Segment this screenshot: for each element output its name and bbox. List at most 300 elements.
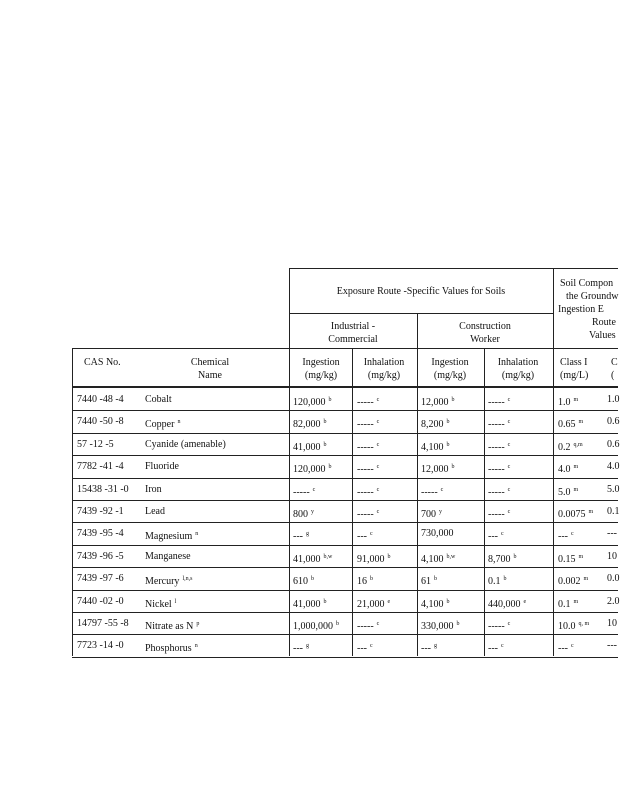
rule-ind-mid bbox=[352, 348, 353, 656]
con-ingestion-cell bbox=[421, 618, 460, 633]
chemical-name-cell-value: Fluoride bbox=[145, 461, 179, 473]
class-ii-cell bbox=[607, 484, 620, 496]
con-inhalation-cell-value: ----- bbox=[488, 397, 505, 408]
cas-cell bbox=[77, 506, 124, 518]
con-ingestion-cell bbox=[421, 394, 455, 409]
footnote-marker: c bbox=[507, 486, 511, 493]
ind-inhalation-line2: (mg/kg) bbox=[367, 370, 401, 381]
chemical-name-cell-value: Copper bbox=[145, 419, 175, 431]
class-i-cell-value: 1.0 bbox=[558, 397, 571, 408]
class-i-line2: (mg/L) bbox=[560, 370, 589, 381]
chemical-name-cell bbox=[145, 573, 192, 588]
class-i-cell bbox=[558, 618, 589, 633]
ind-inhalation-cell-value: --- bbox=[357, 643, 367, 655]
con-inhalation-cell-value: 0.1 bbox=[488, 576, 501, 588]
con-inhalation-cell bbox=[488, 618, 510, 633]
class-i-cell bbox=[558, 416, 583, 431]
con-ingestion-cell-value: 700 bbox=[421, 509, 436, 520]
con-inhalation-line2: (mg/kg) bbox=[501, 370, 535, 381]
cas-cell bbox=[77, 484, 129, 496]
ind-inhalation-cell-value: ----- bbox=[357, 621, 374, 632]
construction-worker-header bbox=[418, 320, 552, 346]
con-ingestion-cell bbox=[421, 506, 442, 521]
class-ii-cell bbox=[607, 573, 620, 585]
row-rule bbox=[72, 410, 618, 411]
ind-inhalation-cell-value: ----- bbox=[357, 397, 374, 408]
class-i-cell bbox=[558, 528, 574, 543]
soil-header-line1: Soil Compon bbox=[560, 278, 614, 289]
footnote-marker: y bbox=[439, 509, 442, 515]
cas-cell-value: 7723 -14 -0 bbox=[77, 640, 124, 652]
ind-inhalation-cell bbox=[357, 528, 373, 543]
soil-header-line3: Ingestion E bbox=[558, 304, 604, 315]
con-ingestion-cell bbox=[421, 551, 455, 566]
ind-ingestion-cell-value: --- bbox=[293, 643, 303, 655]
rule-header-top bbox=[72, 348, 618, 349]
footnote-marker: y bbox=[311, 509, 314, 515]
ind-ingestion-cell-value: 41,000 bbox=[293, 598, 321, 610]
footnote-marker: b bbox=[434, 576, 437, 583]
footnote-marker: c bbox=[376, 464, 380, 471]
footnote-marker: b bbox=[336, 621, 339, 627]
footnote-marker: c bbox=[571, 643, 574, 650]
ind-ingestion-cell bbox=[293, 394, 332, 409]
con-ingestion-cell-value: 730,000 bbox=[421, 528, 454, 540]
ind-ingestion-cell bbox=[293, 528, 309, 543]
cas-cell bbox=[77, 618, 129, 630]
footnote-marker: b bbox=[311, 576, 314, 583]
footnote-marker: c bbox=[376, 509, 380, 515]
footnote-marker: b bbox=[446, 441, 450, 448]
con-inhalation-cell bbox=[488, 640, 504, 655]
con-ingestion-cell bbox=[421, 573, 437, 588]
ind-inhalation-cell-value: 21,000 bbox=[357, 598, 385, 610]
footnote-marker: b bbox=[513, 553, 517, 560]
con-inhalation-cell bbox=[488, 461, 510, 476]
footnote-marker: b bbox=[323, 419, 327, 426]
con-ingestion-cell bbox=[421, 640, 437, 655]
industrial-inhalation-header bbox=[352, 356, 416, 382]
footnote-marker: c bbox=[571, 531, 574, 538]
row-rule bbox=[72, 567, 618, 568]
chemical-name-cell bbox=[145, 528, 198, 543]
ind-inhalation-cell-value: 91,000 bbox=[357, 553, 385, 565]
ind-ingestion-cell-value: 41,000 bbox=[293, 553, 321, 565]
con-inhalation-cell bbox=[488, 439, 510, 454]
class-ii-cell-value: 0.0 bbox=[607, 573, 620, 585]
footnote-marker: b bbox=[328, 464, 332, 471]
con-ingestion-cell bbox=[421, 596, 450, 611]
con-inhalation-cell bbox=[488, 596, 526, 611]
soil-header-line2: the Groundw bbox=[566, 291, 619, 302]
chemical-name-cell bbox=[145, 618, 199, 633]
chemical-header-line2: Name bbox=[198, 370, 222, 381]
con-ingestion-cell-value: ----- bbox=[421, 486, 438, 498]
footnote-marker: l bbox=[174, 598, 177, 605]
ind-inhalation-cell bbox=[357, 461, 379, 476]
class-i-cell-value: 0.15 bbox=[558, 553, 576, 565]
footnote-marker: p bbox=[196, 621, 200, 627]
footnote-marker: g bbox=[306, 643, 309, 650]
con-ingestion-cell bbox=[421, 439, 450, 454]
cas-cell-value: 15438 -31 -0 bbox=[77, 483, 129, 495]
ind-ingestion-cell-value: 82,000 bbox=[293, 419, 321, 431]
cas-cell-value: 7440 -50 -8 bbox=[77, 416, 124, 428]
class-ii-cell bbox=[607, 461, 620, 473]
con-inhalation-cell-value: ----- bbox=[488, 509, 505, 520]
class-ii-cell bbox=[607, 394, 620, 406]
con-ingestion-cell-value: 330,000 bbox=[421, 621, 454, 632]
footnote-marker: b bbox=[387, 553, 391, 560]
footnote-marker: c bbox=[507, 441, 511, 448]
ind-ingestion-cell bbox=[293, 461, 332, 476]
cas-no-header: CAS No. bbox=[84, 357, 121, 368]
con-ingestion-cell-value: 61 bbox=[421, 576, 431, 588]
ind-ingestion-cell bbox=[293, 640, 309, 655]
class-i-cell bbox=[558, 506, 593, 521]
chemical-name-cell bbox=[145, 416, 180, 431]
con-inhalation-cell bbox=[488, 573, 507, 588]
class-i-cell bbox=[558, 439, 583, 454]
con-ingestion-cell-value: 4,100 bbox=[421, 441, 444, 453]
row-rule bbox=[72, 500, 618, 501]
footnote-marker: m bbox=[573, 397, 579, 403]
class-ii-cell-value: --- bbox=[607, 528, 617, 540]
row-rule bbox=[72, 478, 618, 479]
footnote-marker: b,w bbox=[323, 553, 333, 560]
footnote-marker: c bbox=[376, 486, 380, 493]
footnote-marker: n bbox=[195, 531, 199, 538]
con-inhalation-cell bbox=[488, 528, 504, 543]
footnote-marker: q,m bbox=[573, 441, 583, 448]
ind-ingestion-cell-value: 610 bbox=[293, 576, 308, 588]
footnote-marker: c bbox=[370, 531, 373, 538]
ind-inhalation-cell-value: 16 bbox=[357, 576, 367, 588]
con-inhalation-cell-value: 8,700 bbox=[488, 553, 511, 565]
ind-inhalation-cell-value: ----- bbox=[357, 486, 374, 498]
cas-cell-value: 14797 -55 -8 bbox=[77, 618, 129, 629]
con-ingestion-cell-value: 12,000 bbox=[421, 464, 449, 476]
soil-component-header bbox=[556, 277, 618, 342]
con-inhalation-line1: Inhalation bbox=[497, 357, 539, 368]
ind-ingestion-cell bbox=[293, 573, 314, 588]
con-inhalation-cell-value: ----- bbox=[488, 621, 505, 632]
con-inhalation-cell-value: ----- bbox=[488, 464, 505, 476]
con-ingestion-cell-value: 12,000 bbox=[421, 397, 449, 408]
ind-inhalation-cell bbox=[357, 618, 379, 633]
footnote-marker: c bbox=[507, 464, 511, 471]
class-i-cell-value: 4.0 bbox=[558, 464, 571, 476]
row-rule bbox=[72, 612, 618, 613]
footnote-marker: g bbox=[434, 643, 437, 650]
chemical-name-cell-value: Lead bbox=[145, 506, 165, 517]
row-rule bbox=[72, 522, 618, 523]
footnote-marker: b bbox=[456, 621, 460, 627]
con-ingestion-cell-value: --- bbox=[421, 643, 431, 655]
class-i-cell-value: 0.65 bbox=[558, 419, 576, 431]
footnote-marker: m bbox=[583, 576, 589, 583]
class-ii-cell bbox=[607, 506, 620, 518]
row-rule bbox=[72, 590, 618, 591]
con-inhalation-cell-value: --- bbox=[488, 531, 498, 543]
footnote-marker: c bbox=[501, 643, 504, 650]
footnote-marker: b bbox=[446, 419, 450, 426]
cas-cell bbox=[77, 439, 114, 451]
class-ii-cell bbox=[607, 640, 617, 652]
ind-inhalation-cell-value: ----- bbox=[357, 441, 374, 453]
ind-inhalation-cell bbox=[357, 506, 379, 521]
ind-ingestion-cell bbox=[293, 439, 327, 454]
cas-cell bbox=[77, 394, 124, 406]
rule-group bbox=[289, 313, 553, 314]
class-ii-cell bbox=[607, 618, 617, 630]
ind-ingestion-cell bbox=[293, 618, 339, 633]
con-inhalation-cell-value: --- bbox=[488, 643, 498, 655]
ind-ingestion-cell-value: 120,000 bbox=[293, 397, 326, 408]
chemical-name-header bbox=[160, 356, 260, 382]
footnote-marker: m bbox=[578, 419, 584, 426]
ind-inhalation-cell bbox=[357, 394, 379, 409]
con-inhalation-cell bbox=[488, 394, 510, 409]
footnote-marker: c bbox=[440, 486, 444, 493]
con-ingestion-cell-value: 4,100 bbox=[421, 553, 444, 565]
chemical-name-cell bbox=[145, 506, 165, 518]
ind-ingestion-cell-value: --- bbox=[293, 531, 303, 543]
class-ii-cell bbox=[607, 528, 617, 540]
cas-cell-value: 7440 -48 -4 bbox=[77, 394, 124, 405]
chemical-header-line1: Chemical bbox=[190, 357, 230, 368]
footnote-marker: m bbox=[573, 598, 579, 605]
ind-ingestion-cell bbox=[293, 551, 332, 566]
chemical-name-cell-value: Iron bbox=[145, 483, 162, 495]
soil-header-line4: Route bbox=[592, 317, 616, 328]
footnote-marker: m bbox=[573, 464, 579, 471]
class-ii-cell-value: 10 bbox=[607, 550, 617, 562]
industrial-ingestion-header bbox=[290, 356, 352, 382]
rule-left bbox=[72, 348, 73, 656]
construction-header-line2: Worker bbox=[470, 334, 500, 345]
row-rule bbox=[72, 545, 618, 546]
footnote-marker: m bbox=[573, 486, 579, 493]
con-inhalation-cell-value: 440,000 bbox=[488, 598, 521, 610]
cas-cell-value: 7439 -96 -5 bbox=[77, 550, 124, 562]
footnote-marker: b bbox=[451, 464, 455, 471]
ind-inhalation-cell bbox=[357, 640, 373, 655]
con-inhalation-cell-value: ----- bbox=[488, 419, 505, 431]
footnote-marker: n bbox=[194, 643, 198, 650]
construction-inhalation-header bbox=[484, 356, 552, 382]
footnote-marker: e bbox=[523, 598, 527, 605]
footnote-marker: c bbox=[376, 441, 380, 448]
class-ii-cell bbox=[607, 439, 620, 451]
footnote-marker: c bbox=[507, 397, 511, 403]
ind-inhalation-cell-value: ----- bbox=[357, 509, 374, 520]
class-i-cell-value: 0.002 bbox=[558, 576, 581, 588]
footnote-marker: b bbox=[323, 441, 327, 448]
footnote-marker: q, m bbox=[578, 621, 590, 627]
cas-cell bbox=[77, 528, 124, 540]
chemical-name-cell-value: Mercury bbox=[145, 576, 180, 588]
cas-cell-value: 57 -12 -5 bbox=[77, 438, 114, 450]
con-ingestion-line2: (mg/kg) bbox=[433, 370, 467, 381]
ind-ingestion-cell-value: 1,000,000 bbox=[293, 621, 333, 632]
industrial-header-line1: Industrial - bbox=[330, 321, 376, 332]
con-ingestion-cell-value: 8,200 bbox=[421, 419, 444, 431]
class-i-cell bbox=[558, 484, 578, 499]
chemical-name-cell-value: Nitrate as N bbox=[145, 621, 194, 632]
class-ii-cell-value: 0.6 bbox=[607, 416, 620, 428]
row-rule bbox=[72, 455, 618, 456]
chemical-name-cell bbox=[145, 461, 179, 473]
cas-cell-value: 7439 -97 -6 bbox=[77, 573, 124, 585]
industrial-commercial-header bbox=[290, 320, 416, 346]
cas-cell bbox=[77, 416, 124, 428]
class-i-cell-value: 5.0 bbox=[558, 486, 571, 498]
class-ii-cell bbox=[607, 596, 620, 608]
cas-cell bbox=[77, 596, 124, 608]
class-i-cell bbox=[558, 596, 578, 611]
chemical-name-cell-value: Cobalt bbox=[145, 394, 172, 405]
ind-ingestion-cell-value: 800 bbox=[293, 509, 308, 520]
ind-inhalation-cell bbox=[357, 596, 390, 611]
con-inhalation-cell bbox=[488, 551, 517, 566]
ind-inhalation-cell bbox=[357, 439, 379, 454]
footnote-marker: c bbox=[507, 419, 511, 426]
con-ingestion-cell bbox=[421, 416, 450, 431]
ind-ingestion-cell-value: 41,000 bbox=[293, 441, 321, 453]
footnote-marker: m bbox=[578, 553, 584, 560]
class-i-cell bbox=[558, 573, 588, 588]
ind-inhalation-cell-value: --- bbox=[357, 531, 367, 543]
class-ii-cell-value: 0.6 bbox=[607, 438, 620, 450]
ind-ingestion-line2: (mg/kg) bbox=[304, 370, 338, 381]
ind-inhalation-cell-value: ----- bbox=[357, 464, 374, 476]
rule-ind-left bbox=[289, 268, 290, 656]
class-ii-cell bbox=[607, 551, 617, 563]
soil-header-line5: Values bbox=[589, 330, 616, 341]
cas-cell-value: 7439 -95 -4 bbox=[77, 528, 124, 540]
class-ii-cell-value: 4.0 bbox=[607, 461, 620, 473]
con-inhalation-cell bbox=[488, 506, 510, 521]
footnote-marker: c bbox=[370, 643, 373, 650]
class-ii-cell-value: 0.1 bbox=[607, 506, 620, 517]
ind-ingestion-cell bbox=[293, 596, 327, 611]
class-i-cell-value: --- bbox=[558, 531, 568, 543]
class-i-cell bbox=[558, 640, 574, 655]
construction-ingestion-header bbox=[418, 356, 482, 382]
class-ii-cell-value: 5.0 bbox=[607, 483, 620, 495]
class-ii-line2: ( bbox=[611, 370, 615, 381]
chemical-name-cell bbox=[145, 551, 191, 563]
class-i-header bbox=[560, 356, 588, 382]
row-rule bbox=[72, 634, 618, 635]
footnote-marker: e bbox=[387, 598, 391, 605]
footnote-marker: b bbox=[328, 397, 332, 403]
con-inhalation-cell-value: ----- bbox=[488, 486, 505, 498]
chemical-name-cell bbox=[145, 439, 226, 451]
ind-inhalation-cell bbox=[357, 416, 379, 431]
ind-ingestion-cell bbox=[293, 416, 327, 431]
footnote-marker: b bbox=[503, 576, 507, 583]
ind-ingestion-cell-value: ----- bbox=[293, 486, 310, 498]
cas-cell-value: 7439 -92 -1 bbox=[77, 506, 124, 517]
rule-con-mid bbox=[484, 348, 485, 656]
class-ii-cell-value: --- bbox=[607, 640, 617, 652]
chemical-name-cell-value: Nickel bbox=[145, 598, 172, 610]
class-i-cell bbox=[558, 394, 578, 409]
class-i-line1: Class I bbox=[560, 357, 588, 368]
ind-inhalation-line1: Inhalation bbox=[363, 357, 405, 368]
class-i-cell-value: 0.0075 bbox=[558, 509, 586, 520]
chemical-name-cell-value: Manganese bbox=[145, 550, 191, 562]
footnote-marker: c bbox=[507, 509, 511, 515]
cas-cell bbox=[77, 551, 124, 563]
con-inhalation-cell-value: ----- bbox=[488, 441, 505, 453]
chemical-name-cell-value: Magnesium bbox=[145, 531, 193, 543]
ind-inhalation-cell bbox=[357, 484, 379, 499]
footnote-marker: g bbox=[306, 531, 309, 538]
cas-cell bbox=[77, 461, 124, 473]
class-i-cell bbox=[558, 461, 578, 476]
con-ingestion-cell-value: 4,100 bbox=[421, 598, 444, 610]
rule-header-bottom bbox=[72, 386, 618, 388]
con-ingestion-cell bbox=[421, 461, 455, 476]
rule-top bbox=[289, 268, 618, 269]
footnote-marker: c bbox=[376, 621, 380, 627]
footnote-marker: c bbox=[501, 531, 504, 538]
class-i-cell-value: 0.1 bbox=[558, 598, 571, 610]
class-i-cell-value: --- bbox=[558, 643, 568, 655]
class-ii-cell bbox=[607, 416, 620, 428]
class-ii-line1: C bbox=[611, 357, 618, 368]
class-i-cell-value: 10.0 bbox=[558, 621, 576, 632]
footnote-marker: c bbox=[376, 397, 380, 403]
con-ingestion-cell bbox=[421, 528, 454, 540]
chemical-name-cell bbox=[145, 394, 172, 406]
ind-ingestion-line1: Ingestion bbox=[302, 357, 340, 368]
ind-inhalation-cell bbox=[357, 573, 373, 588]
footnote-marker: b bbox=[446, 598, 450, 605]
footnote-marker: b,w bbox=[446, 553, 456, 560]
ind-inhalation-cell-value: ----- bbox=[357, 419, 374, 431]
footnote-marker: m bbox=[588, 509, 594, 515]
footnote-marker: b bbox=[370, 576, 373, 583]
con-inhalation-cell bbox=[488, 484, 510, 499]
cas-cell-value: 7440 -02 -0 bbox=[77, 595, 124, 607]
chemical-name-cell bbox=[145, 596, 176, 611]
chemical-name-cell bbox=[145, 484, 162, 496]
footnote-marker: b bbox=[451, 397, 455, 403]
class-i-cell-value: 0.2 bbox=[558, 441, 571, 453]
con-ingestion-cell bbox=[421, 484, 443, 499]
class-ii-cell-value: 1.0 bbox=[607, 394, 620, 405]
con-ingestion-line1: Ingestion bbox=[431, 357, 469, 368]
footnote-marker: l,n,s bbox=[182, 576, 193, 583]
rule-soil-left bbox=[553, 268, 554, 656]
footnote-marker: c bbox=[507, 621, 511, 627]
footnote-marker: c bbox=[312, 486, 316, 493]
cas-cell bbox=[77, 640, 124, 652]
cas-cell-value: 7782 -41 -4 bbox=[77, 461, 124, 473]
ind-ingestion-cell bbox=[293, 506, 314, 521]
chemical-name-cell-value: Cyanide (amenable) bbox=[145, 438, 226, 450]
class-ii-cell-value: 10 bbox=[607, 618, 617, 629]
ind-ingestion-cell-value: 120,000 bbox=[293, 464, 326, 476]
row-rule bbox=[72, 433, 618, 434]
industrial-header-line2: Commercial bbox=[328, 334, 378, 345]
cas-cell bbox=[77, 573, 124, 585]
rule-con-left bbox=[417, 313, 418, 656]
